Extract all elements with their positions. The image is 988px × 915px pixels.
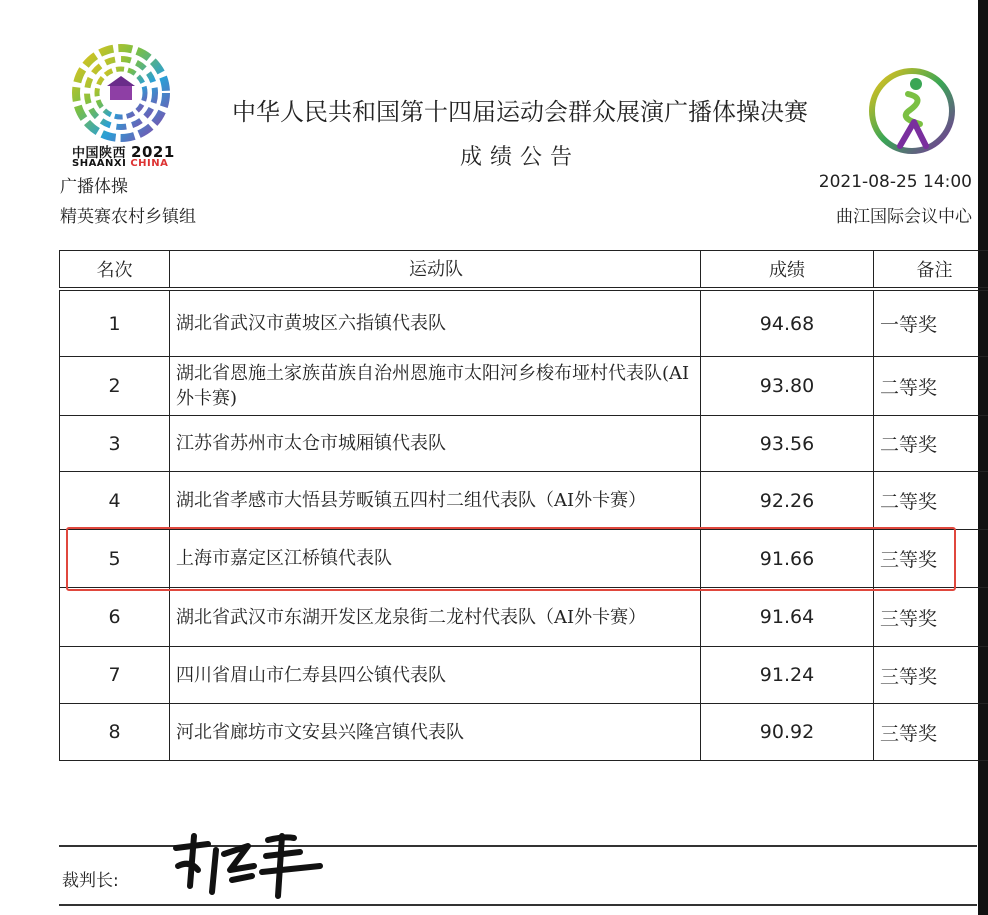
rank-cell: 3 bbox=[60, 416, 170, 472]
games-emblem-icon bbox=[72, 44, 170, 142]
team-cell: 江苏省苏州市太仓市城厢镇代表队 bbox=[170, 416, 701, 472]
rank-cell: 8 bbox=[60, 704, 170, 761]
note-cell: 三等奖 bbox=[874, 647, 988, 704]
rank-cell: 2 bbox=[60, 357, 170, 416]
table-row bbox=[60, 291, 988, 357]
team-cell: 湖北省武汉市黄坡区六指镇代表队 bbox=[170, 291, 701, 357]
logo-caption-en: SHAANXI CHINA bbox=[72, 158, 169, 169]
col-note: 备注 bbox=[874, 251, 988, 288]
col-rank: 名次 bbox=[60, 251, 170, 288]
col-team: 运动队 bbox=[170, 251, 701, 288]
team-cell: 湖北省孝感市大悟县芳畈镇五四村二组代表队（AI外卡赛） bbox=[170, 472, 701, 530]
note-cell: 二等奖 bbox=[874, 472, 988, 530]
table-row bbox=[60, 588, 988, 647]
rank-cell: 7 bbox=[60, 647, 170, 704]
score-cell: 91.64 bbox=[701, 588, 874, 647]
event-venue: 曲江国际会议中心 bbox=[836, 207, 972, 227]
event-datetime: 2021-08-25 14:00 bbox=[818, 172, 972, 192]
table-row bbox=[60, 647, 988, 704]
logo-caption: 中国陕西 2021 bbox=[72, 143, 175, 161]
score-cell: 92.26 bbox=[701, 472, 874, 530]
results-table-header bbox=[59, 250, 988, 288]
divider bbox=[59, 904, 977, 906]
team-cell: 上海市嘉定区江桥镇代表队 bbox=[170, 530, 701, 588]
games-logo bbox=[72, 44, 175, 184]
note-cell: 三等奖 bbox=[874, 588, 988, 647]
page-title: 中华人民共和国第十四届运动会群众展演广播体操决赛 bbox=[232, 98, 808, 126]
team-cell: 河北省廊坊市文安县兴隆宫镇代表队 bbox=[170, 704, 701, 761]
score-cell: 91.66 bbox=[701, 530, 874, 588]
rank-cell: 5 bbox=[60, 530, 170, 588]
note-cell: 二等奖 bbox=[874, 357, 988, 416]
rank-cell: 6 bbox=[60, 588, 170, 647]
team-cell: 湖北省武汉市东湖开发区龙泉街二龙村代表队（AI外卡赛） bbox=[170, 588, 701, 647]
note-cell: 三等奖 bbox=[874, 704, 988, 761]
table-row bbox=[60, 704, 988, 761]
group-name: 精英赛农村乡镇组 bbox=[60, 207, 196, 227]
rank-cell: 4 bbox=[60, 472, 170, 530]
table-row bbox=[60, 472, 988, 530]
event-name: 广播体操 bbox=[60, 177, 128, 197]
team-cell: 四川省眉山市仁寿县四公镇代表队 bbox=[170, 647, 701, 704]
score-cell: 90.92 bbox=[701, 704, 874, 761]
note-cell: 一等奖 bbox=[874, 291, 988, 357]
judge-label: 裁判长: bbox=[62, 871, 119, 891]
gymnastics-figure-icon bbox=[864, 66, 960, 156]
table-row bbox=[60, 416, 988, 472]
signature-icon bbox=[168, 826, 338, 902]
table-row-highlighted bbox=[60, 530, 988, 588]
score-cell: 91.24 bbox=[701, 647, 874, 704]
score-cell: 93.80 bbox=[701, 357, 874, 416]
gymnastics-logo bbox=[864, 66, 960, 156]
note-cell: 二等奖 bbox=[874, 416, 988, 472]
note-cell: 三等奖 bbox=[874, 530, 988, 588]
score-cell: 93.56 bbox=[701, 416, 874, 472]
team-cell: 湖北省恩施土家族苗族自治州恩施市太阳河乡梭布垭村代表队(AI外卡赛) bbox=[170, 357, 701, 416]
score-cell: 94.68 bbox=[701, 291, 874, 357]
page-subtitle: 成绩公告 bbox=[459, 145, 580, 170]
results-table bbox=[59, 290, 988, 761]
col-score: 成绩 bbox=[701, 251, 874, 288]
table-row bbox=[60, 357, 988, 416]
rank-cell: 1 bbox=[60, 291, 170, 357]
